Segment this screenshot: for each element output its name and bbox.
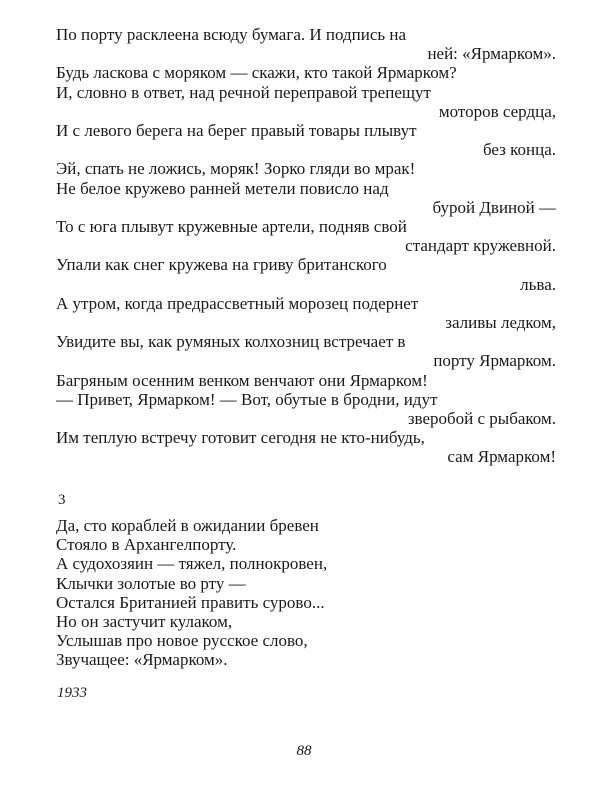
verse-line: Им теплую встречу готовит сегодня не кто-нибудь, [56, 428, 425, 448]
verse-line: Услышав про новое русское слово, [56, 631, 308, 651]
verse-line: Увидите вы, как румяных колхозниц встречает в [56, 332, 406, 352]
verse-line: А утром, когда предрассветный морозец подернет [56, 293, 419, 313]
section-number: 3 [58, 492, 66, 508]
verse-line-continuation: сам Ярмарком! [447, 447, 556, 467]
verse-line: Стояло в Архангелпорту. [56, 535, 237, 555]
verse-line: А судохозяин — тяжел, полнокровен, [56, 554, 328, 574]
verse-line: Но он застучит кулаком, [56, 612, 233, 632]
verse-line: То с юга плывут кружевные артели, подняв свой [56, 217, 407, 237]
verse-line: Да, сто кораблей в ожидании бревен [56, 516, 319, 535]
page-number: 88 [296, 743, 312, 759]
verse-line-continuation: льва. [520, 274, 556, 294]
verse-line-continuation: без конца. [482, 140, 556, 160]
verse-line-continuation: зверобой с рыбаком. [407, 409, 556, 429]
verse-line: — Привет, Ярмарком! — Вот, обутые в бродни, идут [56, 389, 438, 409]
verse-line: По порту расклеена всюду бумага. И подпись на [56, 25, 407, 44]
verse-line: Остался Британией править сурово... [56, 592, 325, 612]
verse-line: Багряным осенним венком венчают они Ярмарком! [56, 370, 428, 390]
verse-line: Звучащее: «Ярмарком». [56, 650, 228, 670]
verse-line-continuation: порту Ярмарком. [433, 351, 556, 371]
poem-date: 1933 [57, 685, 87, 701]
verse-line-continuation: стандарт кружевной. [405, 236, 556, 256]
verse-line-continuation: моторов сердца, [438, 101, 556, 121]
verse-line: Эй, спать не ложись, моряк! Зорко гляди во мрак! [56, 159, 416, 179]
verse-line: И, словно в ответ, над речной переправой трепещут [56, 82, 431, 102]
verse-line-continuation: ней: «Ярмарком». [427, 44, 556, 64]
poem-part-2 [56, 25, 556, 467]
verse-line: Будь ласкова с моряком — скажи, кто такой Ярмарком? [56, 63, 457, 83]
poem-part-3 [56, 516, 556, 670]
verse-line: Клычки золотые во рту — [56, 573, 246, 593]
verse-line-continuation: бурой Двиной — [432, 197, 556, 217]
verse-line: Упали как снег кружева на гриву британского [56, 255, 387, 275]
verse-line-continuation: заливы ледком, [445, 313, 556, 333]
verse-line: И с левого берега на берег правый товары плывут [56, 121, 417, 141]
verse-line: Не белое кружево ранней метели повисло над [56, 178, 389, 198]
